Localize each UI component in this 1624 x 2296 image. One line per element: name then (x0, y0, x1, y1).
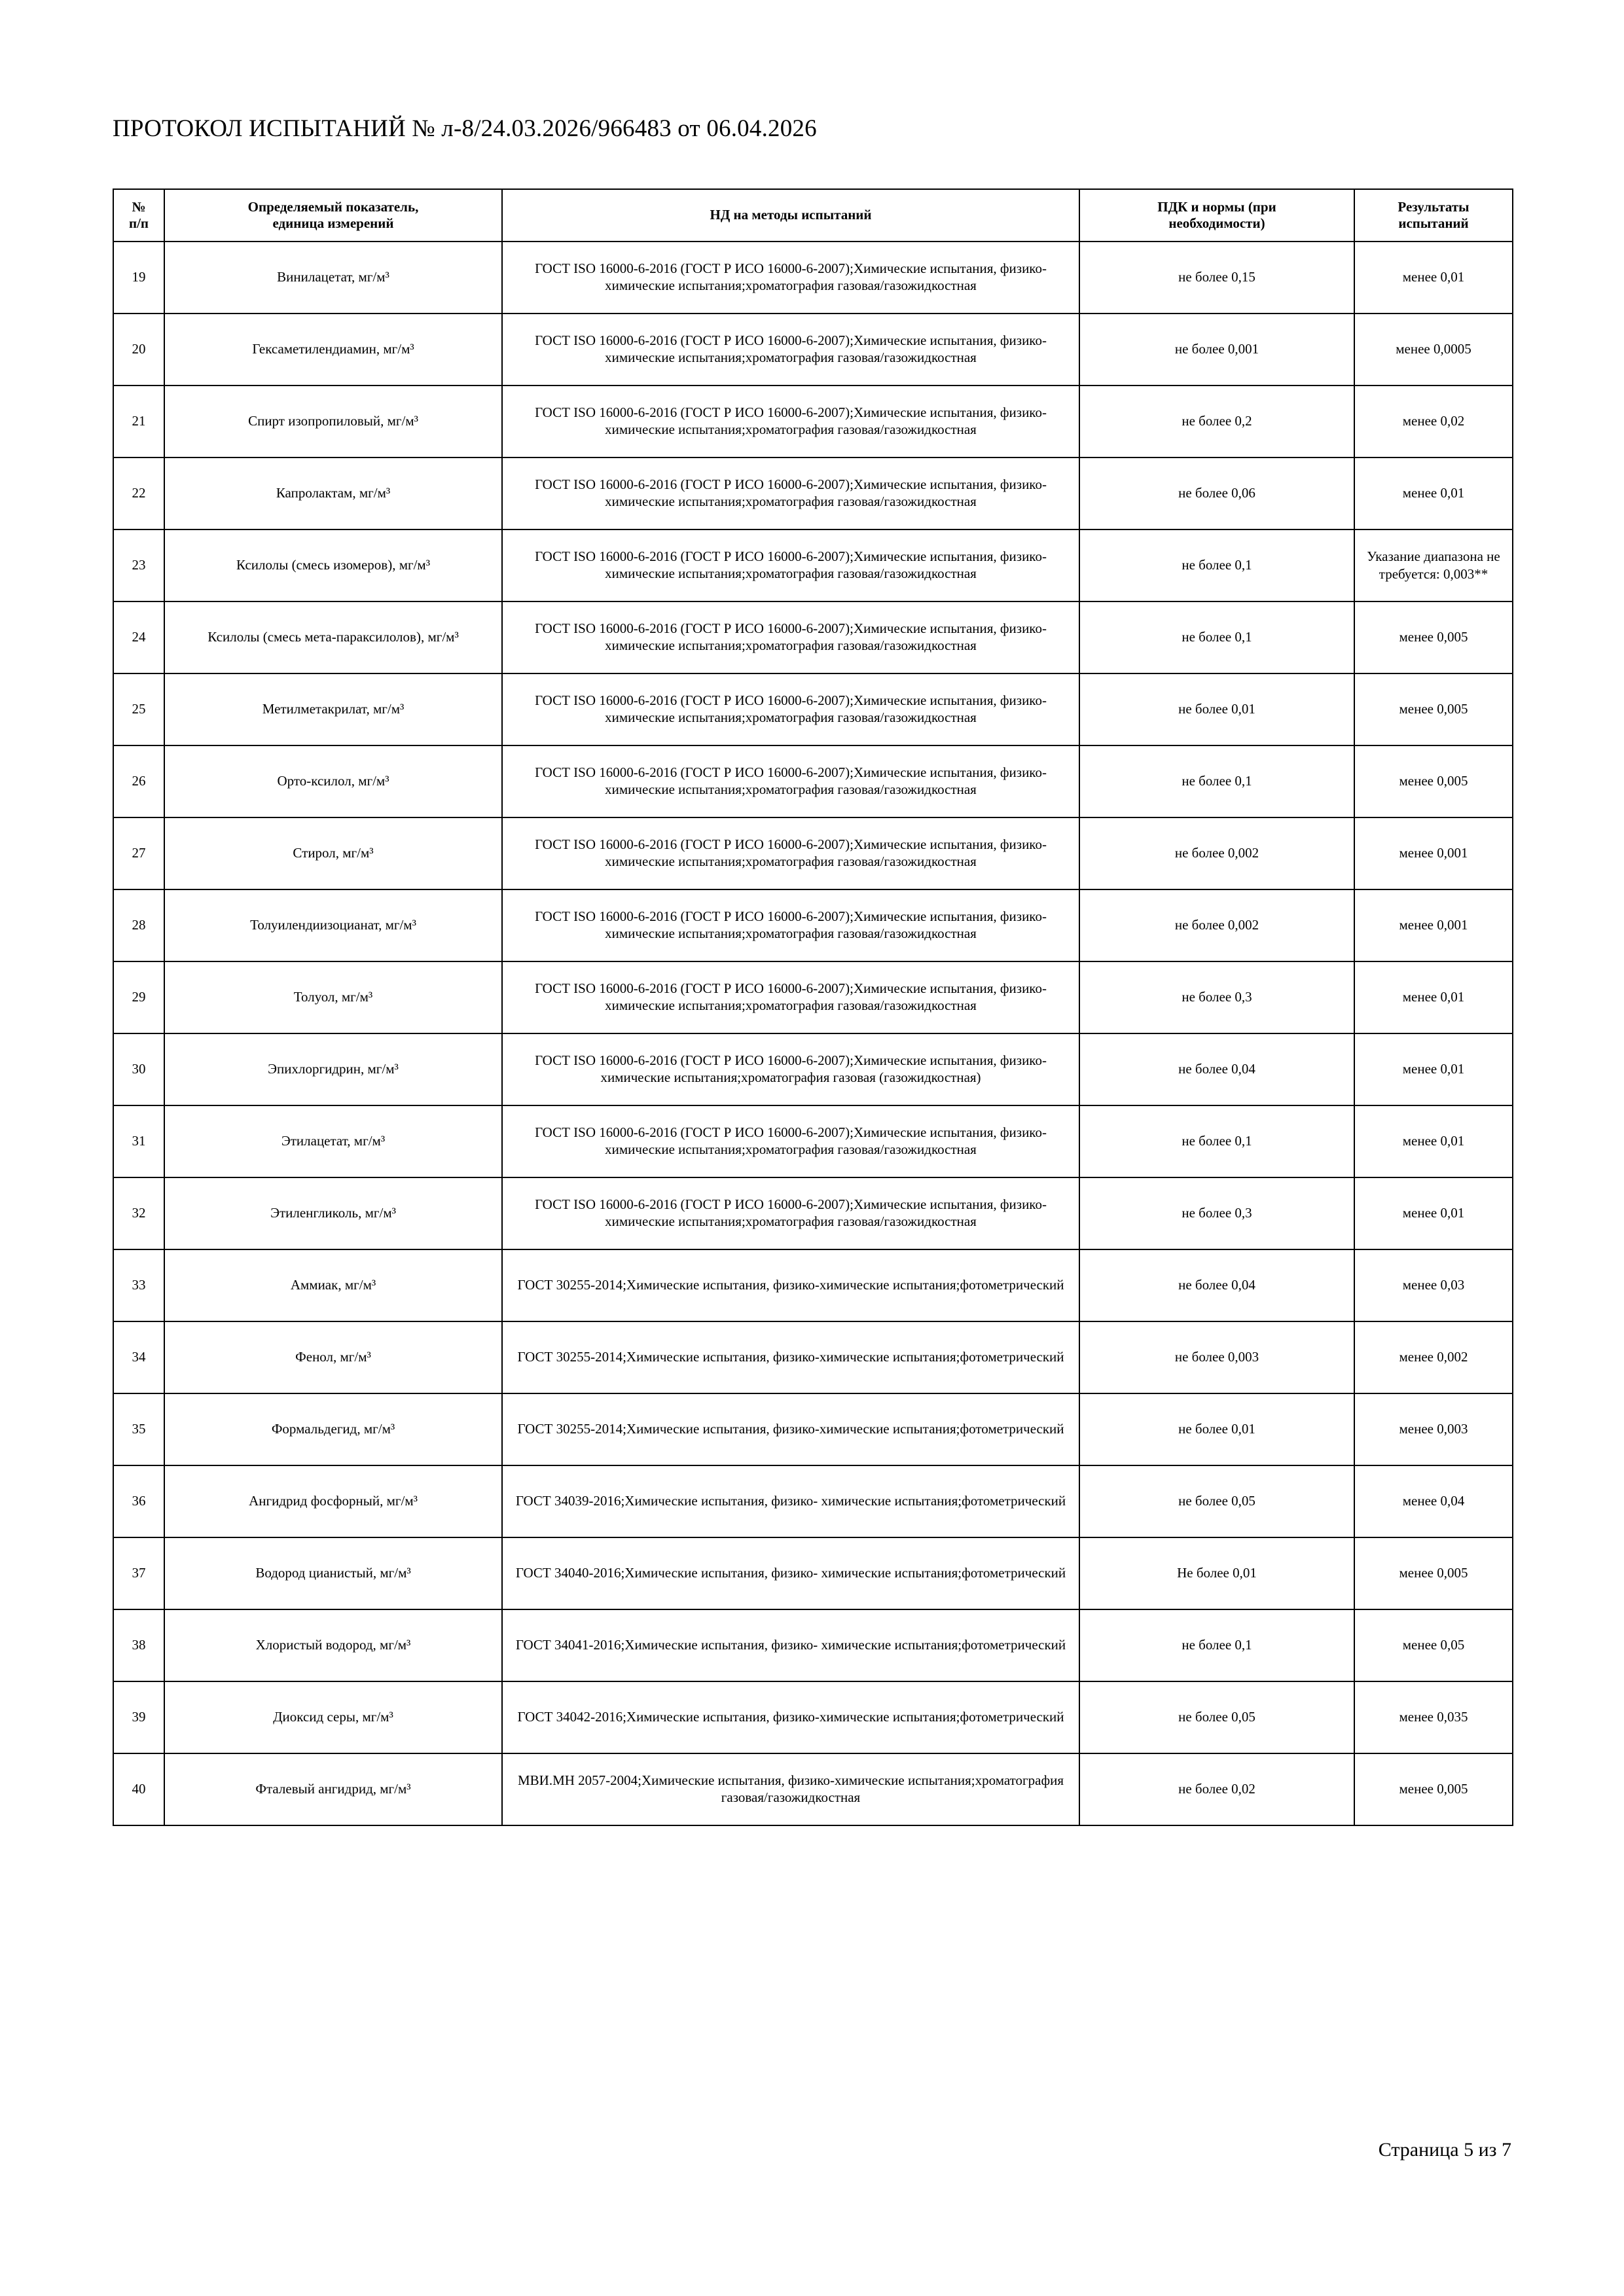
cell-result: менее 0,005 (1354, 673, 1513, 745)
cell-parameter: Гексаметилендиамин, мг/м³ (164, 314, 502, 386)
cell-number: 22 (113, 457, 164, 529)
cell-parameter: Ангидрид фосфорный, мг/м³ (164, 1465, 502, 1537)
cell-norm: не более 0,04 (1079, 1033, 1354, 1105)
cell-result: менее 0,05 (1354, 1609, 1513, 1681)
cell-norm: не более 0,1 (1079, 529, 1354, 601)
cell-method: ГОСТ ISO 16000-6-2016 (ГОСТ Р ИСО 16000-6-2007);Химические испытания, физико-химические испытания;хроматография газовая/газожидкостная (502, 457, 1079, 529)
table-row (113, 889, 1513, 961)
table-row (113, 314, 1513, 386)
cell-norm: не более 0,01 (1079, 673, 1354, 745)
cell-number: 26 (113, 745, 164, 817)
cell-method: ГОСТ ISO 16000-6-2016 (ГОСТ Р ИСО 16000-6-2007);Химические испытания, физико-химические испытания;хроматография газовая/газожидкостная (502, 314, 1079, 386)
column-header-number (113, 189, 164, 242)
cell-method: ГОСТ ISO 16000-6-2016 (ГОСТ Р ИСО 16000-6-2007);Химические испытания, физико-химические испытания;хроматография газовая/газожидкостная (502, 1177, 1079, 1249)
cell-norm: не более 0,15 (1079, 242, 1354, 314)
cell-method: МВИ.МН 2057-2004;Химические испытания, физико-химические испытания;хроматография газовая/газожидкостная (502, 1753, 1079, 1825)
cell-result: менее 0,003 (1354, 1393, 1513, 1465)
cell-method: ГОСТ 30255-2014;Химические испытания, физико-химические испытания;фотометрический (502, 1321, 1079, 1393)
cell-parameter: Фталевый ангидрид, мг/м³ (164, 1753, 502, 1825)
cell-number: 35 (113, 1393, 164, 1465)
cell-result: Указание диапазона не требуется: 0,003** (1354, 529, 1513, 601)
cell-norm: Не более 0,01 (1079, 1537, 1354, 1609)
cell-parameter: Стирол, мг/м³ (164, 817, 502, 889)
table-row (113, 961, 1513, 1033)
column-header-norm (1079, 189, 1354, 242)
table-row (113, 242, 1513, 314)
cell-parameter: Аммиак, мг/м³ (164, 1249, 502, 1321)
cell-method: ГОСТ ISO 16000-6-2016 (ГОСТ Р ИСО 16000-6-2007);Химические испытания, физико-химические испытания;хроматография газовая (газожидкостная) (502, 1033, 1079, 1105)
cell-norm: не более 0,3 (1079, 1177, 1354, 1249)
cell-method: ГОСТ 30255-2014;Химические испытания, физико-химические испытания;фотометрический (502, 1249, 1079, 1321)
cell-norm: не более 0,001 (1079, 314, 1354, 386)
cell-norm: не более 0,003 (1079, 1321, 1354, 1393)
cell-parameter: Толуилендиизоцианат, мг/м³ (164, 889, 502, 961)
cell-result: менее 0,04 (1354, 1465, 1513, 1537)
cell-method: ГОСТ 34040-2016;Химические испытания, физико- химические испытания;фотометрический (502, 1537, 1079, 1609)
page-footer: Страница 5 из 7 (1378, 2139, 1511, 2161)
cell-parameter: Формальдегид, мг/м³ (164, 1393, 502, 1465)
cell-method: ГОСТ ISO 16000-6-2016 (ГОСТ Р ИСО 16000-6-2007);Химические испытания, физико-химические испытания;хроматография газовая/газожидкостная (502, 961, 1079, 1033)
cell-norm: не более 0,002 (1079, 889, 1354, 961)
column-header-method: НД на методы испытаний (502, 189, 1079, 242)
cell-method: ГОСТ ISO 16000-6-2016 (ГОСТ Р ИСО 16000-6-2007);Химические испытания, физико-химические испытания;хроматография газовая/газожидкостная (502, 1105, 1079, 1177)
page-title: ПРОТОКОЛ ИСПЫТАНИЙ № л-8/24.03.2026/966483 от 06.04.2026 (113, 115, 817, 142)
cell-number: 24 (113, 601, 164, 673)
cell-number: 36 (113, 1465, 164, 1537)
cell-number: 31 (113, 1105, 164, 1177)
cell-result: менее 0,001 (1354, 817, 1513, 889)
cell-result: менее 0,01 (1354, 1033, 1513, 1105)
cell-method: ГОСТ ISO 16000-6-2016 (ГОСТ Р ИСО 16000-6-2007);Химические испытания, физико-химические испытания;хроматография газовая/газожидкостная (502, 386, 1079, 457)
cell-method: ГОСТ ISO 16000-6-2016 (ГОСТ Р ИСО 16000-6-2007);Химические испытания, физико-химические испытания;хроматография газовая/газожидкостная (502, 817, 1079, 889)
cell-number: 27 (113, 817, 164, 889)
cell-result: менее 0,001 (1354, 889, 1513, 961)
cell-number: 20 (113, 314, 164, 386)
table-row (113, 673, 1513, 745)
table-row (113, 745, 1513, 817)
cell-parameter: Диоксид серы, мг/м³ (164, 1681, 502, 1753)
table-row (113, 1681, 1513, 1753)
cell-number: 29 (113, 961, 164, 1033)
column-header-result (1354, 189, 1513, 242)
cell-parameter: Ксилолы (смесь изомеров), мг/м³ (164, 529, 502, 601)
cell-result: менее 0,01 (1354, 1105, 1513, 1177)
cell-parameter: Эпихлоргидрин, мг/м³ (164, 1033, 502, 1105)
column-header-parameter-line1: Определяемый показатель, (247, 199, 419, 215)
column-header-result-line1: Результаты (1398, 199, 1470, 215)
cell-parameter: Метилметакрилат, мг/м³ (164, 673, 502, 745)
cell-number: 19 (113, 242, 164, 314)
cell-number: 38 (113, 1609, 164, 1681)
cell-number: 32 (113, 1177, 164, 1249)
table-row (113, 1393, 1513, 1465)
cell-norm: не более 0,05 (1079, 1465, 1354, 1537)
table-row (113, 601, 1513, 673)
table-row (113, 457, 1513, 529)
table-row (113, 1753, 1513, 1825)
cell-method: ГОСТ ISO 16000-6-2016 (ГОСТ Р ИСО 16000-6-2007);Химические испытания, физико-химические испытания;хроматография газовая/газожидкостная (502, 745, 1079, 817)
column-header-parameter (164, 189, 502, 242)
cell-method: ГОСТ ISO 16000-6-2016 (ГОСТ Р ИСО 16000-6-2007);Химические испытания, физико-химические испытания;хроматография газовая/газожидкостная (502, 529, 1079, 601)
cell-result: менее 0,0005 (1354, 314, 1513, 386)
cell-norm: не более 0,04 (1079, 1249, 1354, 1321)
table-row (113, 1609, 1513, 1681)
cell-norm: не более 0,05 (1079, 1681, 1354, 1753)
cell-number: 28 (113, 889, 164, 961)
table-row (113, 1033, 1513, 1105)
cell-result: менее 0,02 (1354, 386, 1513, 457)
cell-parameter: Спирт изопропиловый, мг/м³ (164, 386, 502, 457)
cell-parameter: Водород цианистый, мг/м³ (164, 1537, 502, 1609)
cell-norm: не более 0,06 (1079, 457, 1354, 529)
table-row (113, 1321, 1513, 1393)
cell-parameter: Этилацетат, мг/м³ (164, 1105, 502, 1177)
cell-norm: не более 0,1 (1079, 1105, 1354, 1177)
cell-norm: не более 0,2 (1079, 386, 1354, 457)
cell-norm: не более 0,002 (1079, 817, 1354, 889)
table-header-row (113, 189, 1513, 242)
column-header-result-line2: испытаний (1398, 215, 1469, 231)
cell-parameter: Ксилолы (смесь мета-параксилолов), мг/м³ (164, 601, 502, 673)
cell-number: 33 (113, 1249, 164, 1321)
column-header-norm-line2: необходимости) (1168, 215, 1265, 231)
cell-norm: не более 0,1 (1079, 1609, 1354, 1681)
column-header-norm-line1: ПДК и нормы (при (1157, 199, 1276, 215)
results-table (113, 188, 1513, 1826)
column-header-number-line1: № (132, 199, 146, 215)
cell-method: ГОСТ ISO 16000-6-2016 (ГОСТ Р ИСО 16000-6-2007);Химические испытания, физико-химические испытания;хроматография газовая/газожидкостная (502, 601, 1079, 673)
cell-number: 39 (113, 1681, 164, 1753)
column-header-parameter-line2: единица измерений (272, 215, 394, 231)
cell-norm: не более 0,1 (1079, 745, 1354, 817)
cell-result: менее 0,01 (1354, 242, 1513, 314)
table-row (113, 1465, 1513, 1537)
cell-number: 34 (113, 1321, 164, 1393)
table-row (113, 1105, 1513, 1177)
table-row (113, 1177, 1513, 1249)
cell-norm: не более 0,3 (1079, 961, 1354, 1033)
cell-method: ГОСТ 34041-2016;Химические испытания, физико- химические испытания;фотометрический (502, 1609, 1079, 1681)
cell-number: 30 (113, 1033, 164, 1105)
cell-number: 23 (113, 529, 164, 601)
cell-norm: не более 0,1 (1079, 601, 1354, 673)
cell-parameter: Фенол, мг/м³ (164, 1321, 502, 1393)
cell-parameter: Толуол, мг/м³ (164, 961, 502, 1033)
cell-result: менее 0,005 (1354, 745, 1513, 817)
column-header-number-line2: п/п (128, 215, 149, 231)
cell-number: 37 (113, 1537, 164, 1609)
cell-method: ГОСТ 30255-2014;Химические испытания, физико-химические испытания;фотометрический (502, 1393, 1079, 1465)
table-row (113, 817, 1513, 889)
cell-parameter: Орто-ксилол, мг/м³ (164, 745, 502, 817)
cell-norm: не более 0,02 (1079, 1753, 1354, 1825)
cell-result: менее 0,01 (1354, 457, 1513, 529)
cell-result: менее 0,005 (1354, 601, 1513, 673)
cell-parameter: Хлористый водород, мг/м³ (164, 1609, 502, 1681)
table-row (113, 1249, 1513, 1321)
cell-method: ГОСТ ISO 16000-6-2016 (ГОСТ Р ИСО 16000-6-2007);Химические испытания, физико-химические испытания;хроматография газовая/газожидкостная (502, 673, 1079, 745)
cell-parameter: Винилацетат, мг/м³ (164, 242, 502, 314)
cell-norm: не более 0,01 (1079, 1393, 1354, 1465)
cell-method: ГОСТ ISO 16000-6-2016 (ГОСТ Р ИСО 16000-6-2007);Химические испытания, физико-химические испытания;хроматография газовая/газожидкостная (502, 242, 1079, 314)
table-row (113, 386, 1513, 457)
cell-result: менее 0,035 (1354, 1681, 1513, 1753)
table-body (113, 242, 1513, 1825)
cell-result: менее 0,002 (1354, 1321, 1513, 1393)
cell-result: менее 0,03 (1354, 1249, 1513, 1321)
cell-parameter: Этиленгликоль, мг/м³ (164, 1177, 502, 1249)
cell-result: менее 0,005 (1354, 1537, 1513, 1609)
cell-method: ГОСТ ISO 16000-6-2016 (ГОСТ Р ИСО 16000-6-2007);Химические испытания, физико-химические испытания;хроматография газовая/газожидкостная (502, 889, 1079, 961)
cell-number: 21 (113, 386, 164, 457)
cell-result: менее 0,01 (1354, 1177, 1513, 1249)
cell-number: 25 (113, 673, 164, 745)
table-row (113, 529, 1513, 601)
table-row (113, 1537, 1513, 1609)
cell-method: ГОСТ 34039-2016;Химические испытания, физико- химические испытания;фотометрический (502, 1465, 1079, 1537)
cell-result: менее 0,01 (1354, 961, 1513, 1033)
cell-number: 40 (113, 1753, 164, 1825)
cell-method: ГОСТ 34042-2016;Химические испытания, физико-химические испытания;фотометрический (502, 1681, 1079, 1753)
cell-parameter: Капролактам, мг/м³ (164, 457, 502, 529)
cell-result: менее 0,005 (1354, 1753, 1513, 1825)
results-table-container (113, 188, 1512, 1826)
